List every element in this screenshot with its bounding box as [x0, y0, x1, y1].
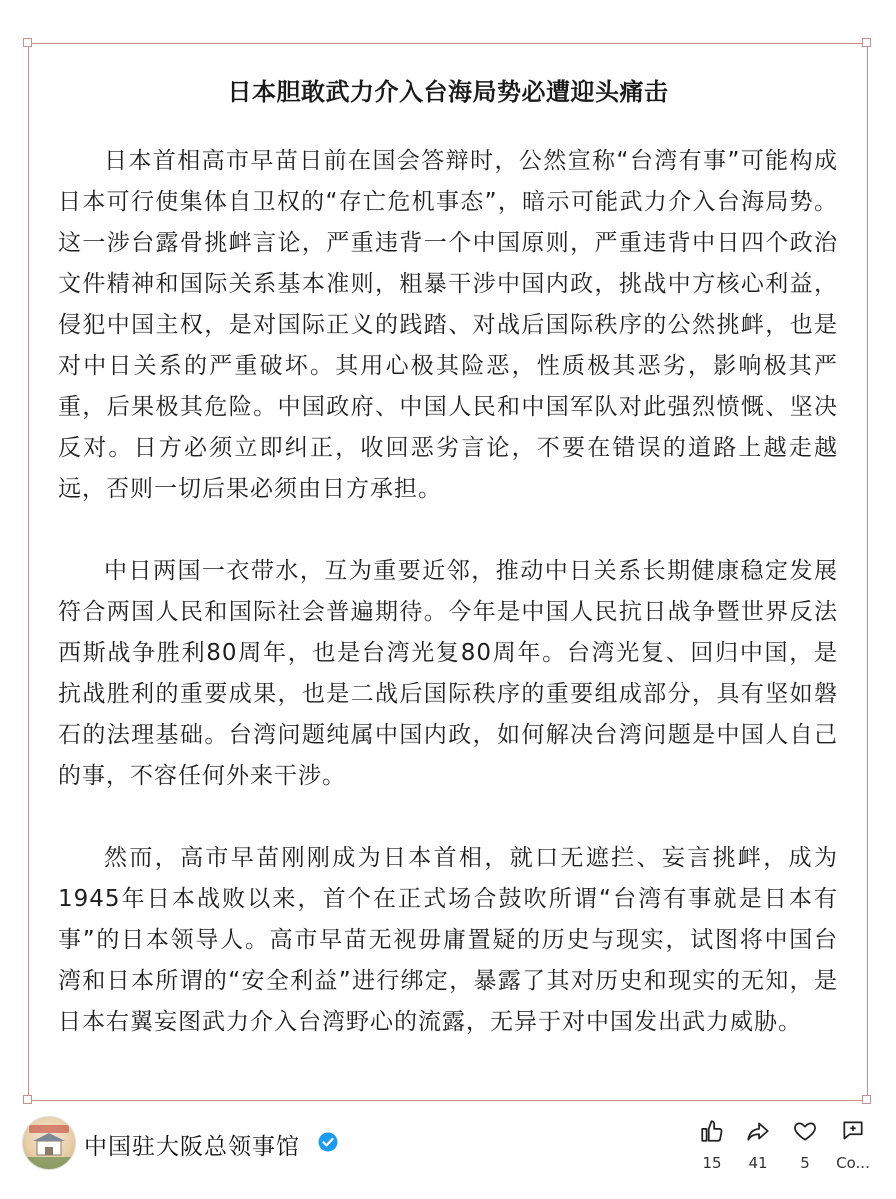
article-body [58, 72, 838, 1084]
frame-corner-top-right [862, 38, 871, 47]
share-count: 41 [748, 1154, 768, 1172]
frame-corner-top-left [23, 38, 32, 47]
article-paragraph-1: 日本首相高市早苗日前在国会答辩时，公然宣称“台湾有事”可能构成日本可行使集体自卫权的“存亡危机事态”，暗示可能武力介入台海局势。这一涉台露骨挑衅言论，严重违背一个中国原则，严重违背中日四个政治文件精神和国际关系基本准则，粗暴干涉中国内政，挑战中方核心利益，侵犯中国主权，是对国际正义的践踏、对战后国际秩序的公然挑衅，也是对中日关系的严重破坏。其用心极其险恶，性质极其恶劣，影响极其严重，后果极其危险。中国政府、中国人民和中国军队对此强烈愤慨、坚决反对。日方必须立即纠正，收回恶劣言论，不要在错误的道路上越走越远，否则一切后果必须由日方承担。 [58, 148, 838, 502]
share-icon [745, 1118, 771, 1144]
frame-corner-bottom-right [862, 1095, 871, 1104]
avatar[interactable] [22, 1116, 76, 1170]
thumbs-up-icon [699, 1118, 725, 1144]
heart-icon [792, 1118, 818, 1144]
article-title: 日本胆敢武力介入台海局势必遭迎头痛击 [227, 78, 669, 106]
like-count: 15 [702, 1154, 722, 1172]
comment-button[interactable] [823, 1118, 883, 1172]
comment-label: Co... [836, 1154, 870, 1172]
comment-add-icon [840, 1118, 866, 1144]
account-name[interactable]: 中国驻大阪总领事馆 [84, 1134, 300, 1160]
post-footer-bar [0, 1104, 896, 1199]
article-paragraph-3: 然而，高市早苗刚刚成为日本首相，就口无遮拦、妄言挑衅，成为1945年日本战败以来，首个在正式场合鼓吹所谓“台湾有事就是日本有事”的日本领导人。高市早苗无视毋庸置疑的历史与现实，试图将中国台湾和日本所谓的“安全利益”进行绑定，暴露了其对历史和现实的无知，是日本右翼妄图武力介入台湾野心的流露，无异于对中国发出武力威胁。 [58, 845, 838, 1035]
article-paragraph-2: 中日两国一衣带水，互为重要近邻，推动中日关系长期健康稳定发展符合两国人民和国际社会普遍期待。今年是中国人民抗日战争暨世界反法西斯战争胜利80周年，也是台湾光复80周年。台湾光复、回归中国，是抗战胜利的重要成果，也是二战后国际秩序的重要组成部分，具有坚如磐石的法理基础。台湾问题纯属中国内政，如何解决台湾问题是中国人自己的事，不容任何外来干涉。 [58, 558, 838, 789]
frame-corner-bottom-left [23, 1095, 32, 1104]
verified-badge-icon [318, 1132, 338, 1152]
favorite-count: 5 [800, 1154, 810, 1172]
building-icon [23, 1117, 75, 1169]
